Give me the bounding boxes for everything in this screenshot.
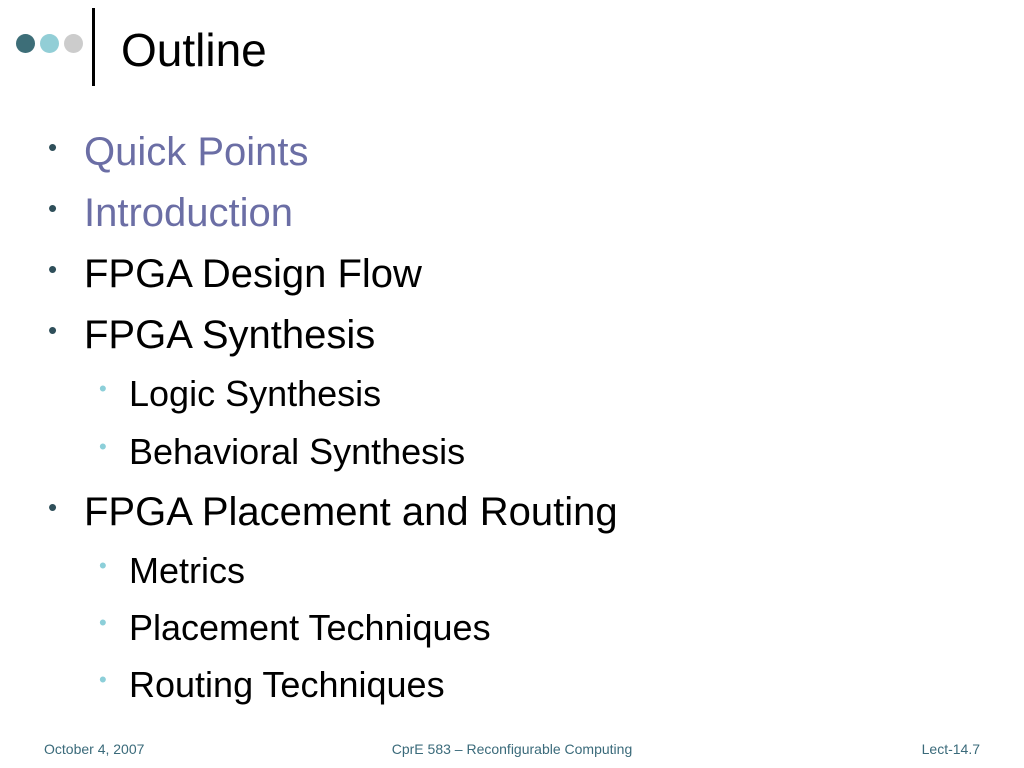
dot-icon	[64, 34, 83, 53]
outline-item	[48, 252, 422, 296]
outline-subitem	[99, 664, 445, 705]
outline-subitem	[99, 607, 491, 648]
dot-icon	[16, 34, 35, 53]
outline-subitem-label: Logic Synthesis	[129, 373, 382, 414]
bullet-icon: •	[48, 315, 58, 345]
outline-item-label: FPGA Placement and Routing	[84, 490, 618, 534]
outline-item	[48, 313, 376, 357]
footer-lecture-number: Lect-14.7	[921, 741, 980, 757]
outline-item-label: Introduction	[84, 191, 294, 235]
outline-item	[48, 490, 618, 534]
slide-title: Outline	[121, 24, 267, 76]
dot-icon	[40, 34, 59, 53]
header-dots-decoration	[16, 34, 88, 54]
footer-course: CprE 583 – Reconfigurable Computing	[391, 741, 633, 757]
bullet-icon: •	[99, 553, 107, 578]
outline-subitem-label: Behavioral Synthesis	[129, 431, 466, 472]
outline-item	[48, 130, 309, 174]
outline-subitem	[99, 431, 466, 472]
outline-item-label: FPGA Design Flow	[84, 252, 422, 296]
outline-subitem-label: Metrics	[129, 550, 245, 591]
title-divider	[92, 8, 95, 86]
outline-subitem	[99, 550, 245, 591]
footer-date: October 4, 2007	[44, 741, 145, 757]
bullet-icon: •	[48, 132, 58, 162]
bullet-icon: •	[48, 254, 58, 284]
outline-item	[48, 191, 294, 235]
outline-item-label: FPGA Synthesis	[84, 313, 376, 357]
bullet-icon: •	[99, 610, 107, 635]
outline-item-label: Quick Points	[84, 130, 309, 174]
bullet-icon: •	[99, 376, 107, 401]
bullet-icon: •	[48, 193, 58, 223]
bullet-icon: •	[99, 667, 107, 692]
outline-subitem	[99, 373, 382, 414]
bullet-icon: •	[99, 434, 107, 459]
outline-subitem-label: Placement Techniques	[129, 607, 491, 648]
bullet-icon: •	[48, 492, 58, 522]
outline-subitem-label: Routing Techniques	[129, 664, 445, 705]
